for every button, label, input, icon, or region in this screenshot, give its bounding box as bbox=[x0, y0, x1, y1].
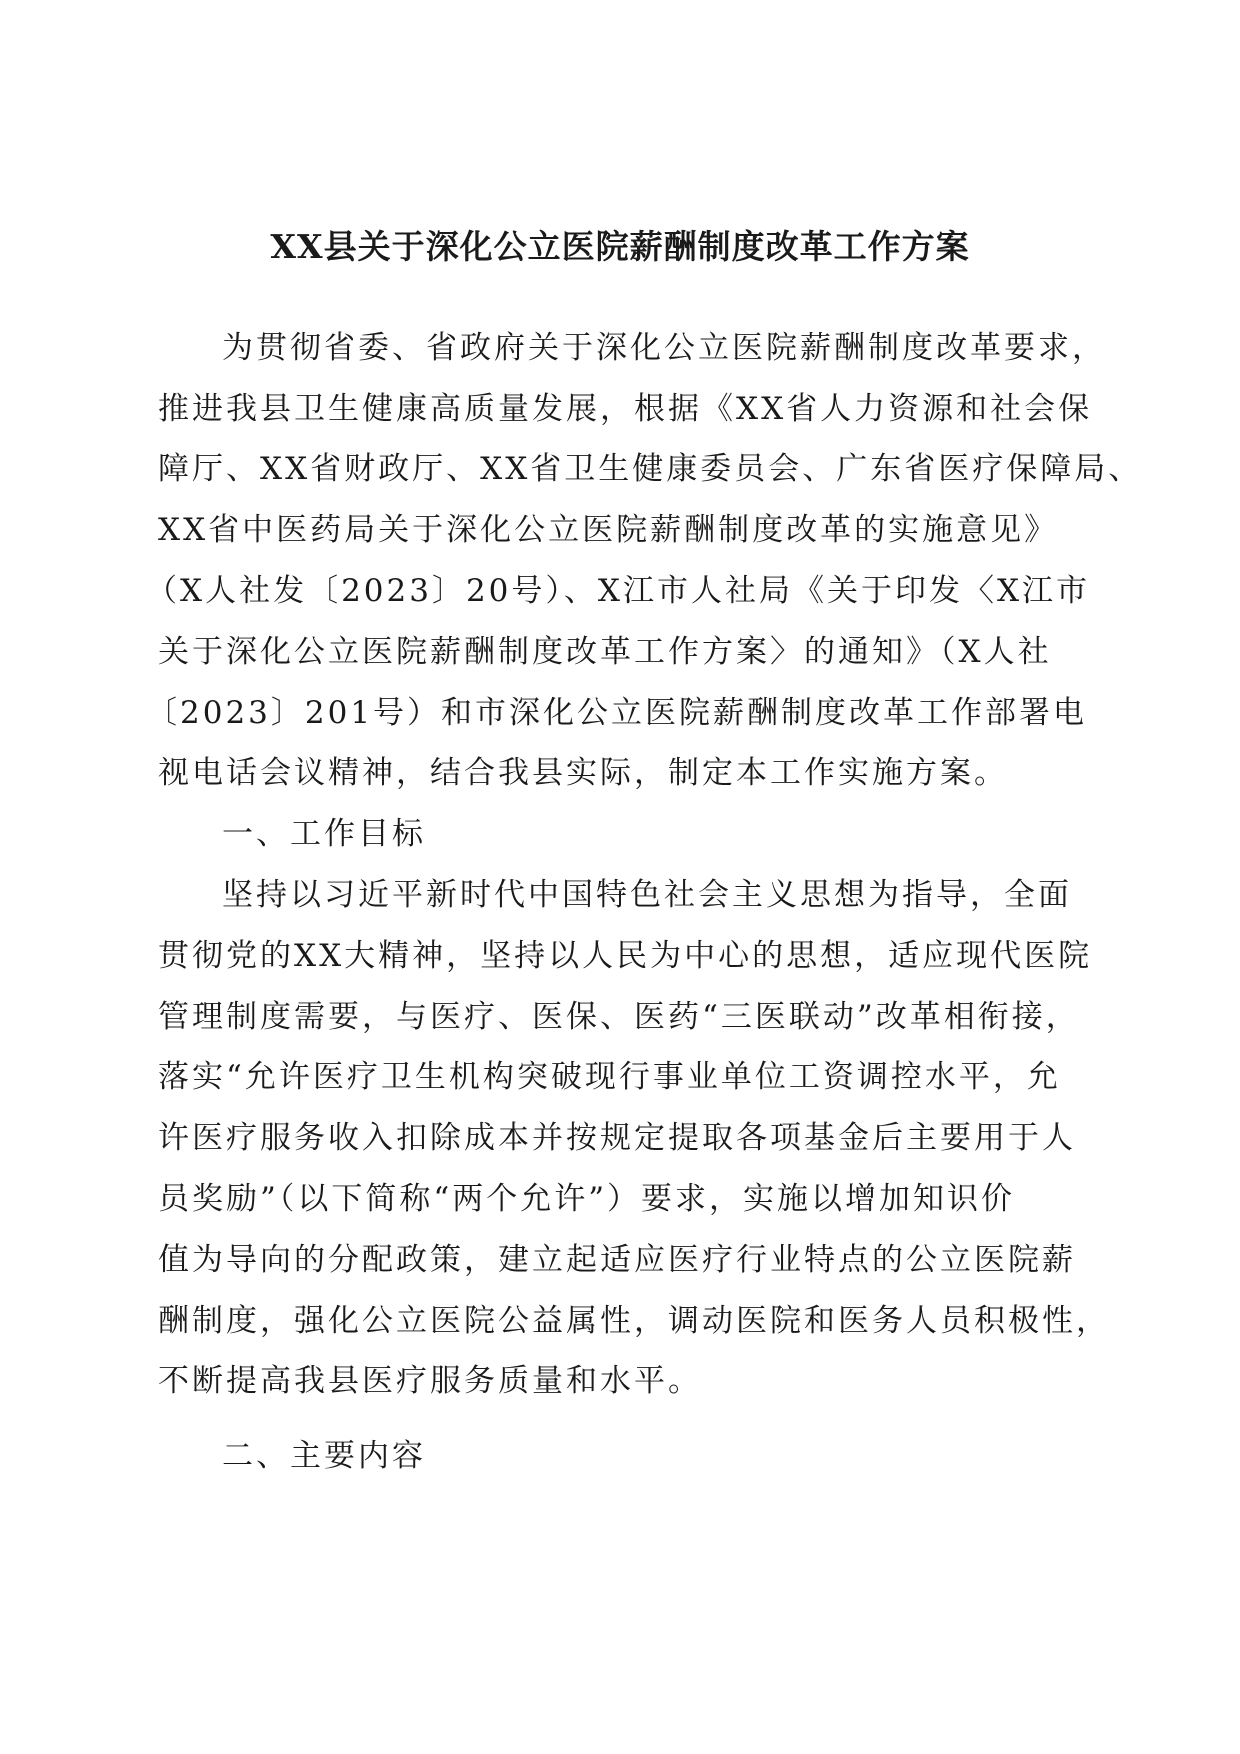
paragraph-line: 关于深化公立医院薪酬制度改革工作方案〉的通知》（X人社 bbox=[158, 634, 1052, 670]
section-heading: 一、工作目标 bbox=[222, 816, 426, 852]
paragraph-line: 落实“允许医疗卫生机构突破现行事业单位工资调控水平，允 bbox=[158, 1059, 1061, 1095]
paragraph-line: 酬制度，强化公立医院公益属性，调动医院和医务人员积极性， bbox=[158, 1303, 1110, 1339]
paragraph-line: 障厅、XX省财政厅、XX省卫生健康委员会、广东省医疗保障局、 bbox=[158, 451, 1143, 487]
paragraph-line: 贯彻党的XX大精神，坚持以人民为中心的思想，适应现代医院 bbox=[158, 938, 1093, 974]
paragraph-line: （X人社发〔2023〕20号）、X江市人社局《关于印发〈X江市 bbox=[146, 573, 1091, 609]
paragraph-line: 不断提高我县医疗服务质量和水平。 bbox=[158, 1363, 702, 1399]
paragraph-line: 为贯彻省委、省政府关于深化公立医院薪酬制度改革要求， bbox=[222, 330, 1106, 366]
paragraph-line: 视电话会议精神，结合我县实际，制定本工作实施方案。 bbox=[158, 755, 1008, 791]
paragraph-line: 推进我县卫生健康高质量发展，根据《XX省人力资源和社会保 bbox=[158, 391, 1093, 427]
paragraph-line: 坚持以习近平新时代中国特色社会主义思想为指导，全面 bbox=[222, 877, 1072, 913]
paragraph-line: 管理制度需要，与医疗、医保、医药“三医联动”改革相衔接， bbox=[158, 999, 1080, 1035]
paragraph-line: 员奖励”（以下简称“两个允许”）要求，实施以增加知识价 bbox=[158, 1181, 1016, 1217]
section-heading: 二、主要内容 bbox=[222, 1438, 426, 1474]
paragraph-line: 〔2023〕201号）和市深化公立医院薪酬制度改革工作部署电 bbox=[146, 695, 1088, 731]
paragraph-line: 值为导向的分配政策，建立起适应医疗行业特点的公立医院薪 bbox=[158, 1242, 1076, 1278]
document-title: XX县关于深化公立医院薪酬制度改革工作方案 bbox=[270, 227, 970, 266]
paragraph-line: XX省中医药局关于深化公立医院薪酬制度改革的实施意见》 bbox=[158, 512, 1059, 548]
paragraph-line: 许医疗服务收入扣除成本并按规定提取各项基金后主要用于人 bbox=[158, 1120, 1076, 1156]
